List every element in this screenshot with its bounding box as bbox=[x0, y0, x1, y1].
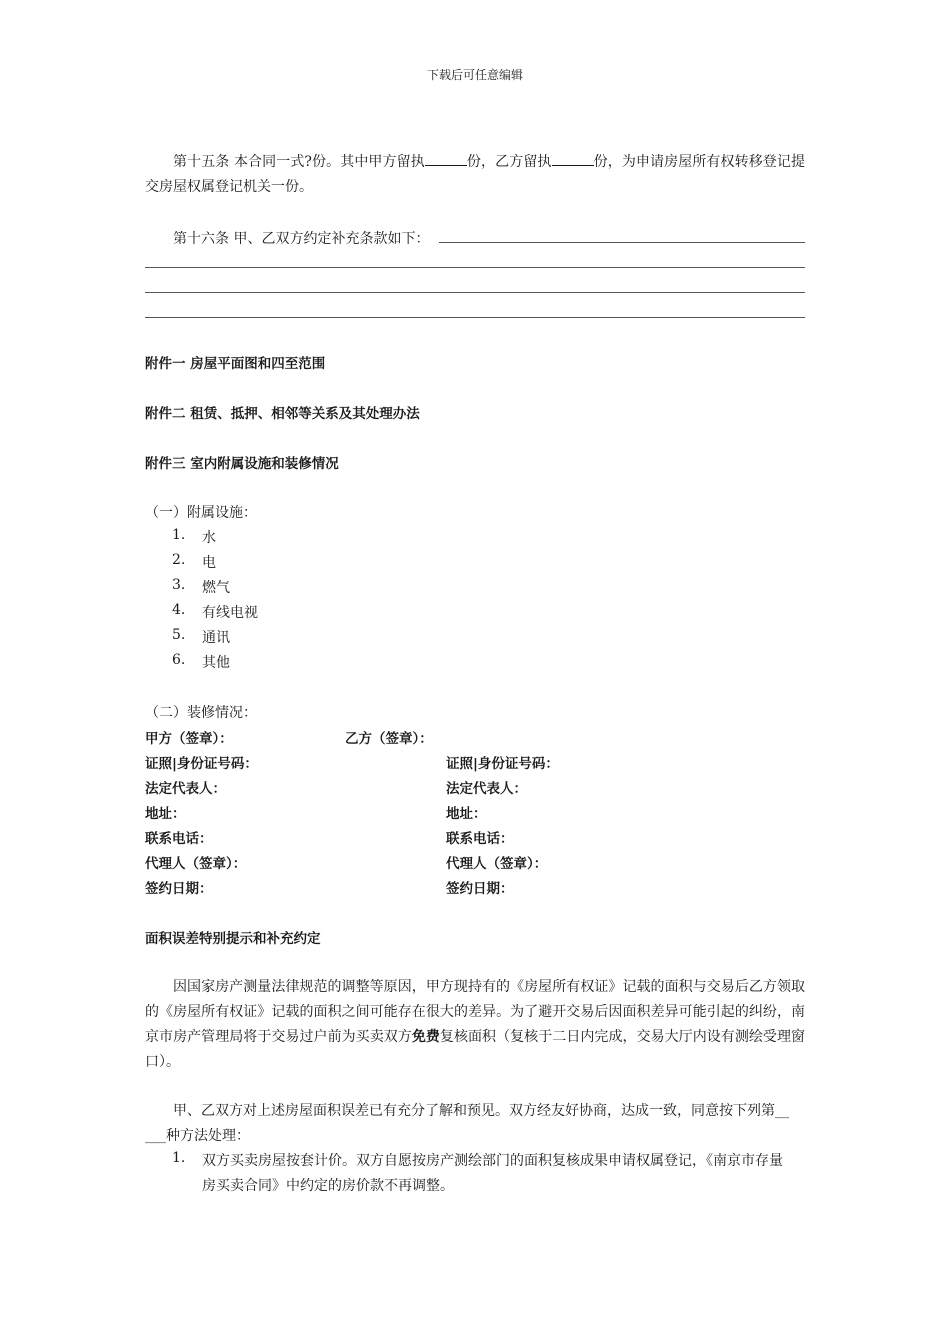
party-a-phone: 联系电话： bbox=[145, 831, 213, 847]
decoration-heading: （二）装修情况： bbox=[145, 705, 257, 721]
party-a-agent: 代理人（签章）： bbox=[145, 856, 247, 872]
party-a-sign-date: 签约日期： bbox=[145, 881, 213, 897]
attachment-3: 附件三 室内附属设施和装修情况 bbox=[145, 456, 339, 472]
party-b-phone: 联系电话： bbox=[446, 831, 514, 847]
article-15 bbox=[145, 150, 805, 200]
facility-num: 1. bbox=[172, 527, 186, 543]
supplement-line-4 bbox=[145, 317, 805, 318]
facility-num: 6. bbox=[172, 652, 186, 668]
party-a-legal-rep: 法定代表人： bbox=[145, 781, 226, 797]
area-notice-paragraph-1 bbox=[145, 975, 805, 1075]
party-b-agent: 代理人（签章）： bbox=[446, 856, 548, 872]
facility-item: 水 bbox=[202, 530, 216, 546]
party-a-signature: 甲方（签章）： bbox=[145, 731, 233, 747]
party-a-address: 地址： bbox=[145, 806, 186, 822]
attachment-1: 附件一 房屋平面图和四至范围 bbox=[145, 356, 326, 372]
party-b-id-number: 证照|身份证号码： bbox=[446, 756, 559, 772]
party-a-id-number: 证照|身份证号码： bbox=[145, 756, 258, 772]
facility-item: 燃气 bbox=[202, 580, 230, 596]
party-b-sign-date: 签约日期： bbox=[446, 881, 514, 897]
option-1-line-1: 双方买卖房屋按套计价。双方自愿按房产测绘部门的面积复核成果申请权属登记，《南京市存量 bbox=[202, 1153, 783, 1169]
article-15-part2: 份，乙方留执 bbox=[466, 154, 552, 170]
attachment-2: 附件二 租赁、抵押、相邻等关系及其处理办法 bbox=[145, 406, 420, 422]
facility-item: 有线电视 bbox=[202, 605, 258, 621]
facility-num: 5. bbox=[172, 627, 186, 643]
party-b-address: 地址： bbox=[446, 806, 487, 822]
area-notice-paragraph-2-line-1: 甲、乙双方对上述房屋面积误差已有充分了解和预见。双方经友好协商，达成一致，同意按下列第__ bbox=[173, 1103, 789, 1119]
facility-num: 3. bbox=[172, 577, 186, 593]
blank-party-b-copies bbox=[552, 151, 594, 166]
facility-item: 其他 bbox=[202, 655, 230, 671]
facilities-heading: （一）附属设施： bbox=[145, 505, 257, 521]
facility-item: 通讯 bbox=[202, 630, 230, 646]
area-notice-title: 面积误差特别提示和补充约定 bbox=[145, 931, 321, 947]
free-emphasis: 免费 bbox=[411, 1029, 440, 1045]
supplement-line-1 bbox=[439, 242, 805, 243]
party-b-legal-rep: 法定代表人： bbox=[446, 781, 527, 797]
article-15-part3: 份，为申请房屋所有权转移登记提交房屋权属登记机关一份。 bbox=[145, 154, 806, 195]
area-notice-text: 因国家房产测量法律规范的调整等原因，甲方现持有的《房屋所有权证》记载的面积与交易后乙方领取的《房屋所有权证》记载的面积之间可能存在很大的差异。为了避开交易后因面积差异可能引起的纠纷，南京市房产管理局将于交易过户前为买卖双方 bbox=[145, 979, 805, 1045]
facility-num: 2. bbox=[172, 552, 186, 568]
page-header: 下载后可任意编辑 bbox=[426, 68, 523, 82]
article-15-part1: 第十五条 本合同一式?份。其中甲方留执 bbox=[173, 154, 425, 170]
area-notice-text: 复核面积（复核于二日内完成，交易大厅内设有测绘受理窗口）。 bbox=[145, 1029, 806, 1070]
supplement-line-3 bbox=[145, 292, 805, 293]
area-notice-paragraph-2-line-2: ___种方法处理： bbox=[145, 1128, 250, 1144]
blank-party-a-copies bbox=[425, 151, 467, 166]
facility-num: 4. bbox=[172, 602, 186, 618]
option-1-num: 1. bbox=[172, 1150, 186, 1166]
party-b-signature: 乙方（签章）： bbox=[345, 731, 433, 747]
facility-item: 电 bbox=[202, 555, 216, 571]
article-16: 第十六条 甲、乙双方约定补充条款如下： bbox=[173, 231, 430, 247]
supplement-line-2 bbox=[145, 267, 805, 268]
option-1-line-2: 房买卖合同》中约定的房价款不再调整。 bbox=[202, 1178, 454, 1194]
